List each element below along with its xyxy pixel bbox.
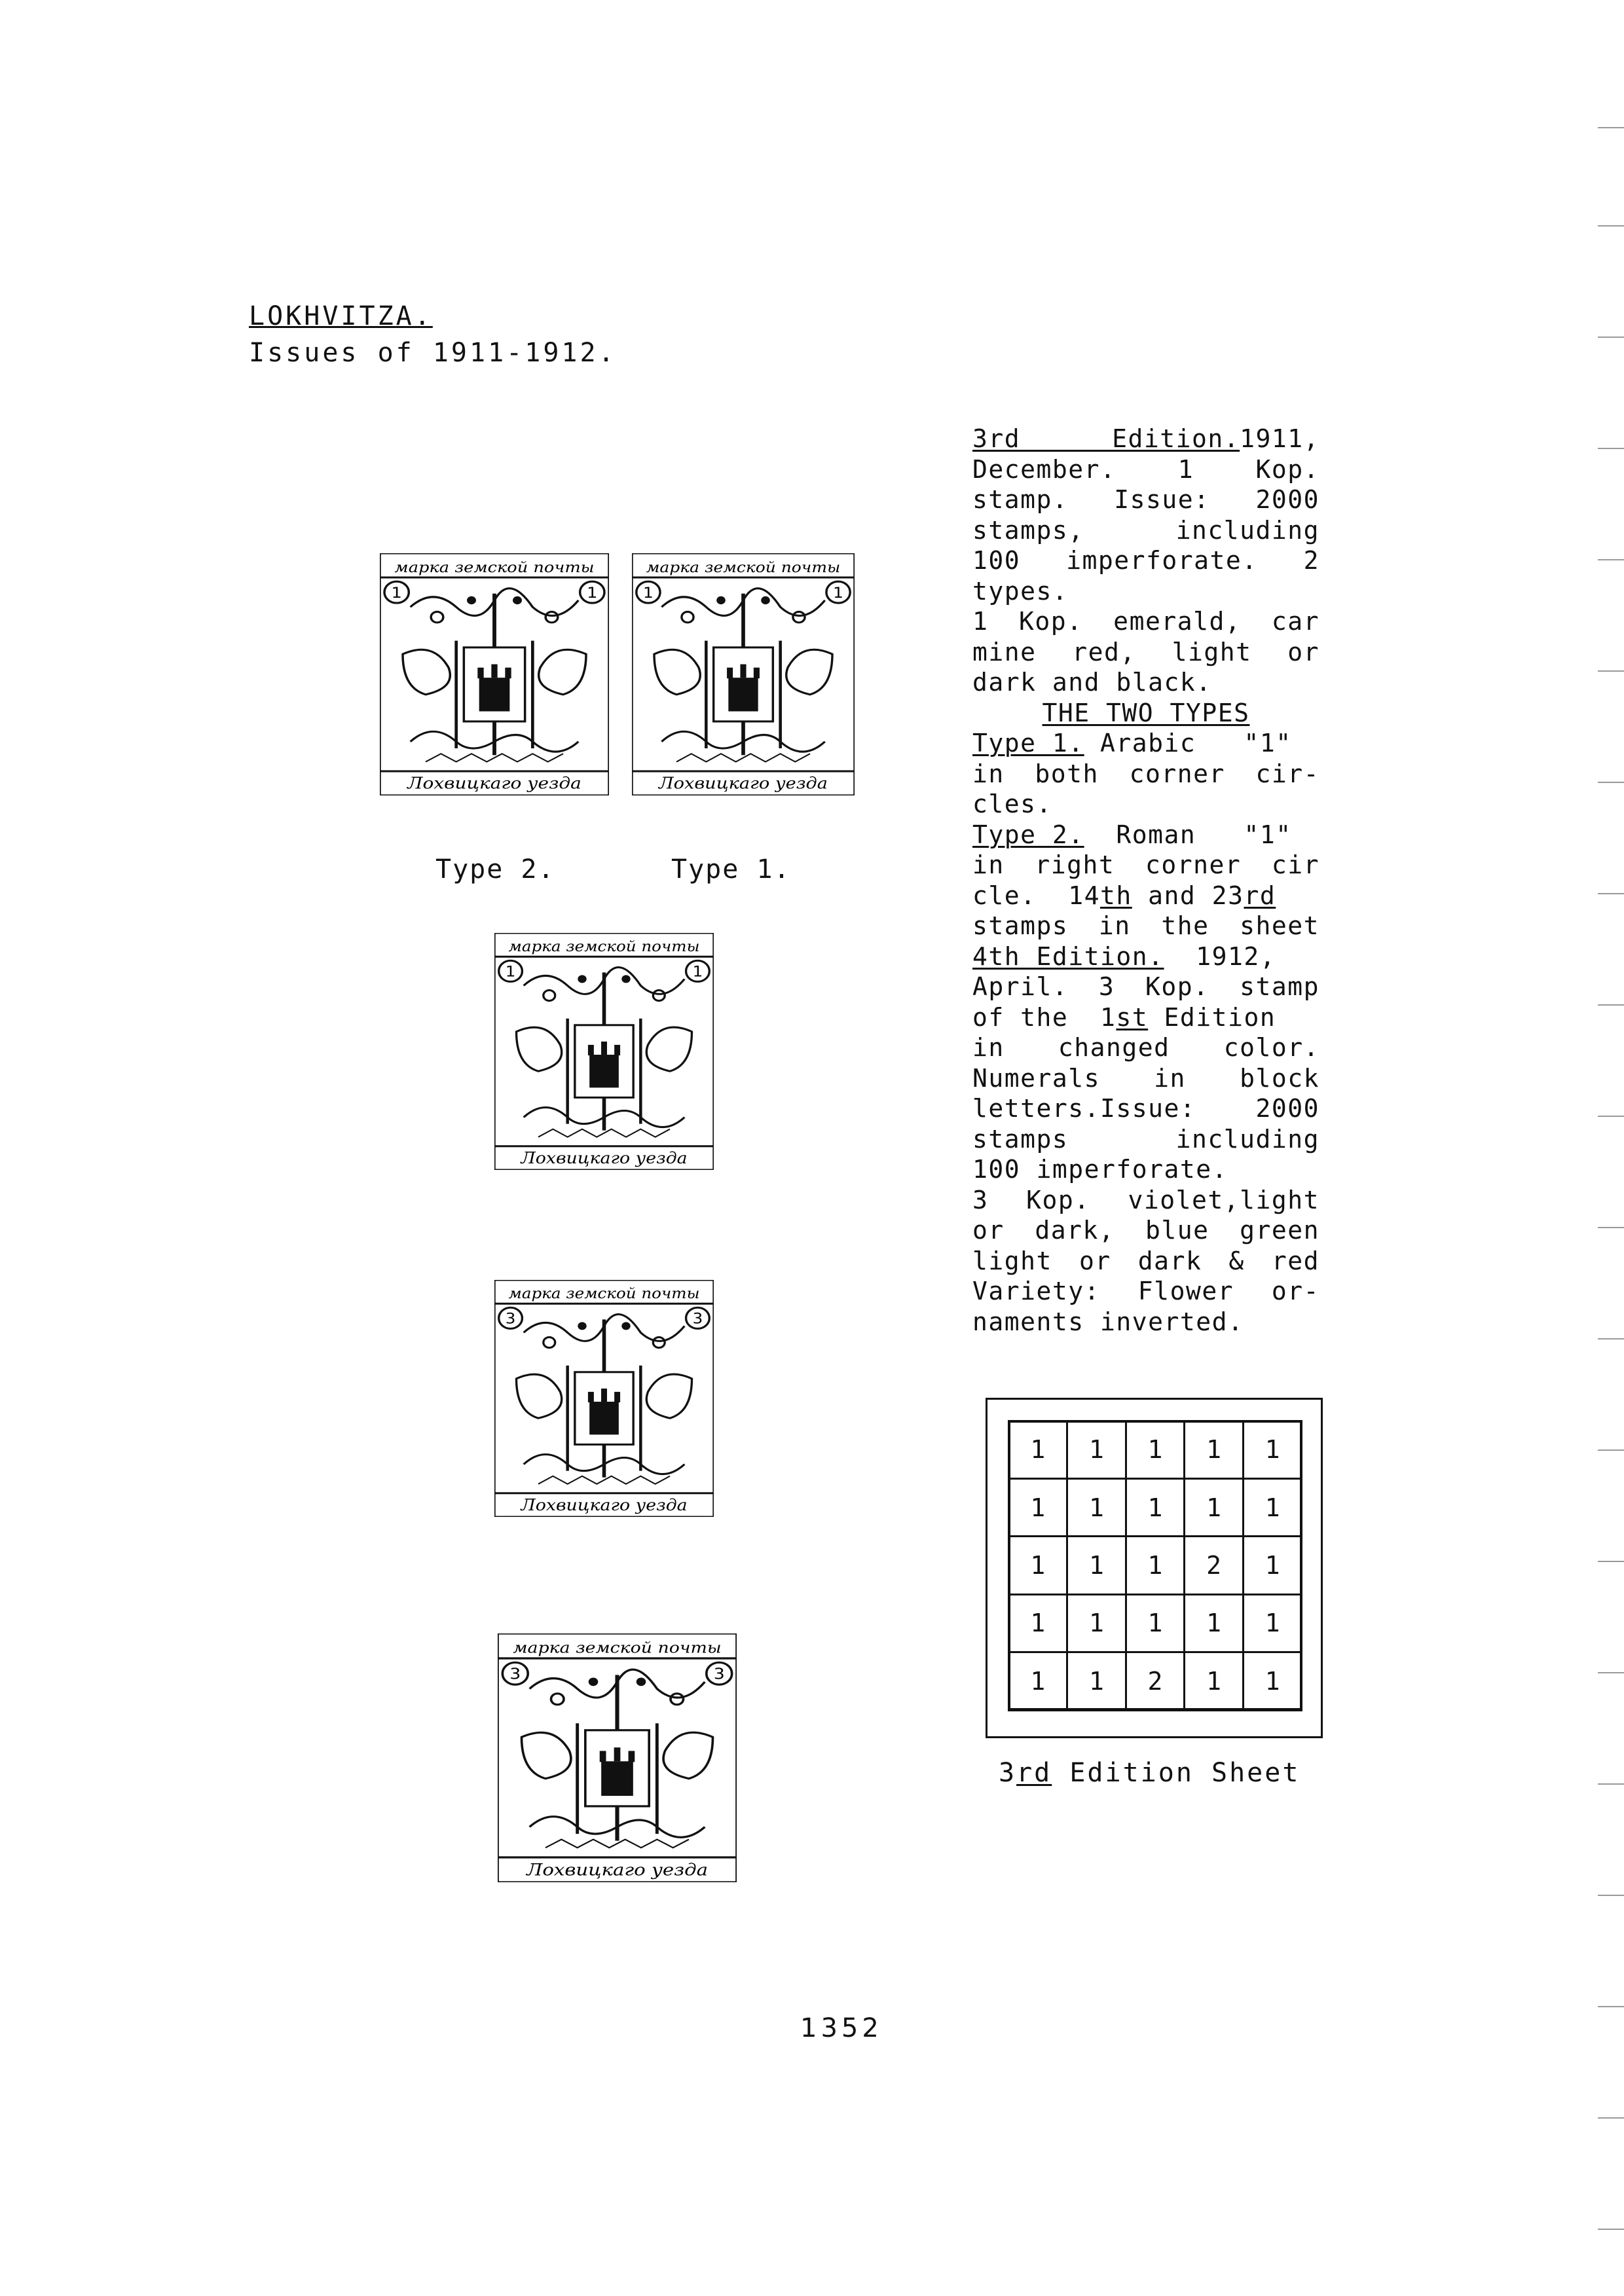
desc-line: 100 imperforate.	[972, 1155, 1228, 1184]
desc-line: in right corner cir	[972, 850, 1320, 879]
sheet-cell: 1	[1066, 1651, 1127, 1711]
desc-line: December. 1 Kop.	[972, 454, 1320, 484]
desc-line: cle. 14th and 23rd	[972, 881, 1276, 910]
sheet-grid	[1008, 1421, 1302, 1710]
sheet-cell: 1	[1125, 1535, 1186, 1595]
caption-type-2: Type 2.	[435, 854, 555, 884]
sheet-cell: 1	[1066, 1594, 1127, 1653]
desc-line: stamps, including	[972, 515, 1320, 545]
sheet-cell: 1	[1125, 1420, 1186, 1480]
sheet-cell: 1	[1183, 1478, 1244, 1537]
svg-text:1: 1	[505, 962, 516, 981]
desc-line: dark and black.	[972, 668, 1212, 697]
sheet-cell: 1	[1008, 1594, 1069, 1653]
svg-text:марка земской почты: марка земской почты	[508, 1285, 700, 1302]
desc-line: or dark, blue green	[972, 1216, 1320, 1245]
svg-text:марка земской почты: марка земской почты	[513, 1639, 722, 1657]
sheet-cell: 2	[1125, 1651, 1186, 1711]
page-title: LOKHVITZA.	[249, 301, 433, 331]
svg-text:Лохвицкаго уезда: Лохвицкаго уезда	[658, 774, 828, 793]
sheet-cell: 1	[1242, 1535, 1303, 1595]
desc-line: types.	[972, 576, 1069, 606]
desc-line: letters.Issue: 2000	[972, 1094, 1320, 1123]
stamp-4th-edition-3kop	[494, 1280, 714, 1517]
sheet-cell: 2	[1183, 1535, 1244, 1595]
desc-line: April. 3 Kop. stamp	[972, 972, 1320, 1001]
sheet-cell: 1	[1183, 1594, 1244, 1653]
svg-text:3: 3	[713, 1665, 725, 1683]
svg-text:Лохвицкаго уезда: Лохвицкаго уезда	[521, 1496, 688, 1515]
svg-text:3: 3	[692, 1309, 703, 1328]
svg-text:Лохвицкаго уезда: Лохвицкаго уезда	[526, 1861, 709, 1880]
desc-line: light or dark & red	[972, 1246, 1320, 1275]
svg-text:1: 1	[643, 583, 654, 602]
sheet-cell: 1	[1242, 1651, 1303, 1711]
sheet-cell: 1	[1066, 1535, 1127, 1595]
svg-text:1: 1	[833, 583, 843, 602]
desc-line: cles.	[972, 790, 1052, 818]
svg-text:1: 1	[587, 584, 598, 602]
sheet-cell: 1	[1008, 1420, 1069, 1480]
page-heading	[249, 298, 617, 371]
svg-text:марка земской почты: марка земской почты	[646, 558, 841, 576]
sheet-cell: 1	[1125, 1594, 1186, 1653]
stamp-4th-edition-1kop	[494, 933, 714, 1170]
sheet-cell: 1	[1242, 1420, 1303, 1480]
sheet-cell: 1	[1125, 1478, 1186, 1537]
desc-line: Numerals in block	[972, 1063, 1320, 1093]
desc-line: naments inverted.	[972, 1307, 1244, 1336]
desc-line: Type 2. Roman "1"	[972, 820, 1292, 849]
desc-line: of the 1st Edition	[972, 1002, 1276, 1032]
desc-line: in both corner cir-	[972, 759, 1320, 788]
desc-line: stamps including	[972, 1124, 1320, 1154]
stamp-type-2	[380, 553, 609, 795]
svg-text:марка земской почты: марка земской почты	[508, 938, 700, 955]
svg-text:3: 3	[505, 1309, 516, 1328]
page-subtitle: Issues of 1911-1912.	[249, 338, 617, 368]
sheet-caption: 3rd Edition Sheet	[999, 1758, 1301, 1788]
desc-line: 1 Kop. emerald, car	[972, 607, 1320, 636]
desc-line: Type 1. Arabic "1"	[972, 729, 1292, 757]
desc-line: 4th Edition. 1912,	[972, 941, 1276, 971]
desc-line: 3 Kop. violet,light	[972, 1185, 1320, 1214]
caption-type-1: Type 1.	[671, 854, 791, 884]
svg-text:1: 1	[692, 962, 703, 981]
stamp-type-1	[632, 553, 855, 795]
edition-sheet-diagram	[986, 1398, 1323, 1738]
sheet-cell: 1	[1242, 1594, 1303, 1653]
desc-line: stamp. Issue: 2000	[972, 485, 1320, 514]
sheet-cell: 1	[1183, 1651, 1244, 1711]
svg-text:1: 1	[391, 584, 402, 602]
desc-line: 3rd Edition.1911,	[972, 424, 1320, 453]
svg-text:3: 3	[509, 1665, 521, 1683]
page-number: 1352	[800, 2013, 883, 2043]
sheet-cell: 1	[1066, 1478, 1127, 1537]
sheet-cell: 1	[1242, 1478, 1303, 1537]
desc-subheading: THE TWO TYPES	[1042, 698, 1250, 727]
edition-description	[972, 424, 1320, 1337]
sheet-cell: 1	[1008, 1651, 1069, 1711]
svg-text:Лохвицкаго уезда: Лохвицкаго уезда	[521, 1149, 688, 1168]
sheet-cell: 1	[1008, 1535, 1069, 1595]
desc-line: 100 imperforate. 2	[972, 546, 1320, 575]
sheet-cell: 1	[1008, 1478, 1069, 1537]
sheet-grid-frame	[1008, 1421, 1302, 1710]
desc-line: Variety: Flower or-	[972, 1277, 1320, 1305]
svg-text:Лохвицкаго уезда: Лохвицкаго уезда	[407, 774, 581, 793]
desc-line: mine red, light or	[972, 637, 1320, 666]
desc-line: stamps in the sheet	[972, 911, 1320, 940]
sheet-cell: 1	[1066, 1420, 1127, 1480]
margin-ruler	[1585, 0, 1624, 2296]
sheet-cell: 1	[1183, 1420, 1244, 1480]
desc-line: in changed color.	[972, 1033, 1320, 1062]
svg-text:марка земской почты: марка земской почты	[394, 558, 595, 576]
stamp-3kop-variety	[498, 1633, 737, 1882]
